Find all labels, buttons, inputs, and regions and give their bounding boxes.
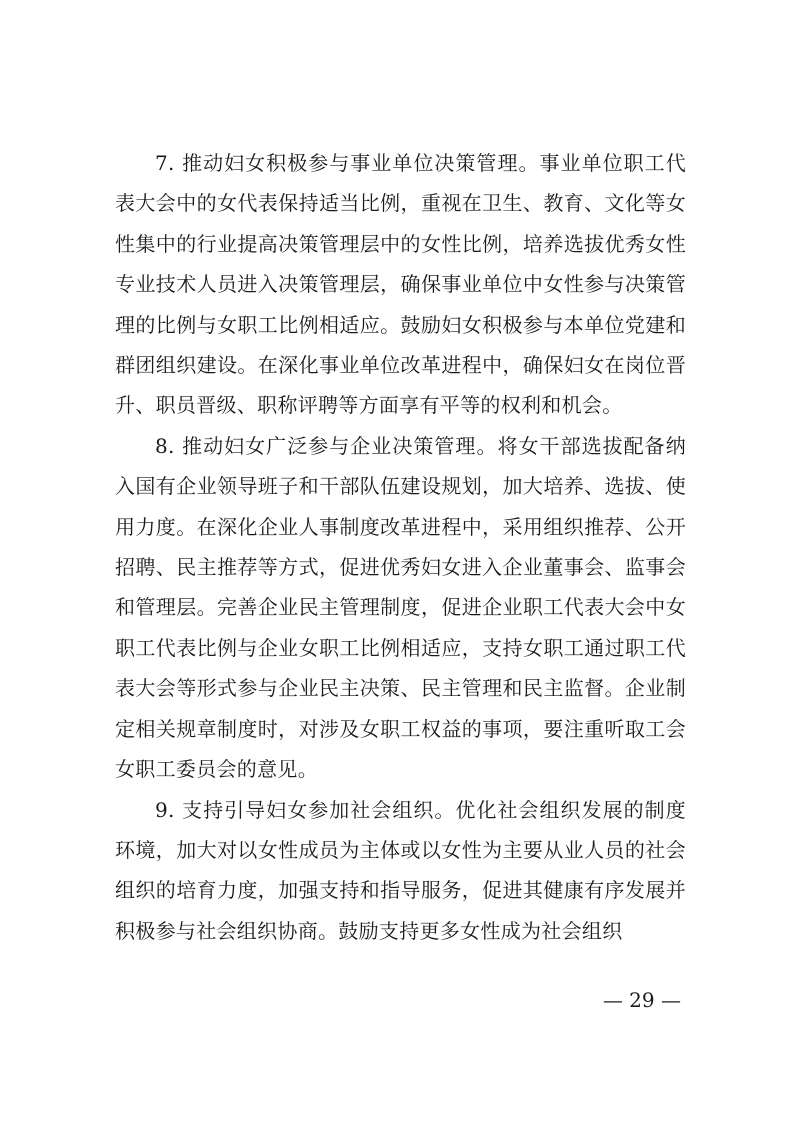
paragraph-text: 将女干部选拔配备纳入国有企业领导班子和干部队伍建设规划，加大培养、选拔、使用力度。在深化企业人事制度改革进程中，采用组织推荐、公开招聘、民主推荐等方式，促进优秀妇女进入企业董事会、监事会和管理层。完善企业民主管理制度，促进企业职工代表大会中女职工代表比例与企业女职工比例相适应，支持女职工通过职工代表大会等形式参与企业民主决策、民主管理和民主监督。企业制定相关规章制度时，对涉及女职工权益的事项，要注重听取工会女职工委员会的意见。 — [115, 433, 687, 782]
page-number: — 29 — — [602, 988, 681, 1012]
paragraph-item-7 — [115, 143, 686, 426]
paragraph-text: 事业单位职工代表大会中的女代表保持适当比例，重视在卫生、教育、文化等女性集中的行业提高决策管理层中的女性比例，培养选拔优秀女性专业技术人员进入决策管理层，确保事业单位中女性参与决策管理的比例与女职工比例相适应。鼓励妇女积极参与本单位党建和群团组织建设。在深化事业单位改革进程中，确保妇女在岗位晋升、职员晋级、职称评聘等方面享有平等的权利和机会。 — [115, 151, 686, 418]
paragraph-heading: 8. 推动妇女广泛参与企业决策管理。 — [155, 433, 498, 458]
paragraph-item-9 — [115, 790, 686, 952]
paragraph-heading: 9. 支持引导妇女参加社会组织。 — [155, 797, 456, 822]
document-body — [115, 143, 686, 951]
paragraph-heading: 7. 推动妇女积极参与事业单位决策管理。 — [155, 151, 540, 175]
paragraph-item-8 — [115, 426, 686, 790]
paragraph-text: 优化社会组织发展的制度环境，加大对以女性成员为主体或以女性为主要从业人员的社会组织的培育力度，加强支持和指导服务，促进其健康有序发展并积极参与社会组织协商。鼓励支持更多女性成为社会组织 — [115, 797, 686, 943]
